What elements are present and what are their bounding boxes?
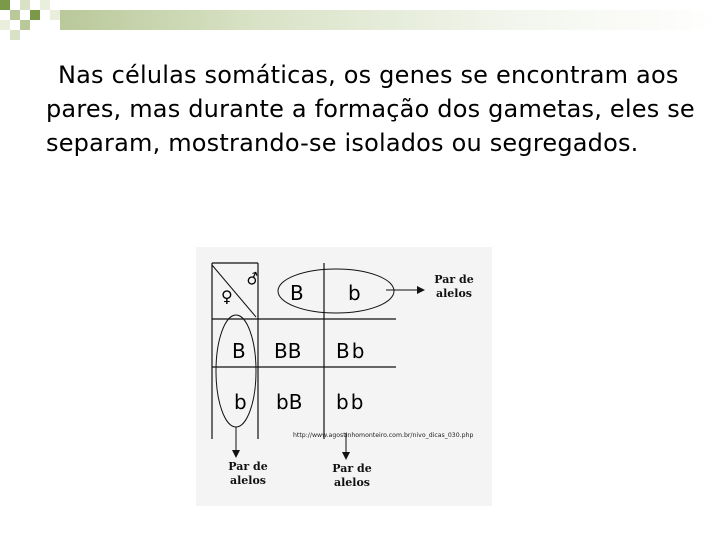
deco-square	[20, 20, 30, 30]
punnett-cell: Bb	[336, 339, 367, 363]
slide-corner-decoration	[0, 0, 720, 40]
punnett-square-figure	[196, 247, 492, 506]
deco-square	[10, 10, 20, 20]
deco-square	[10, 30, 20, 40]
punnett-cell: bB	[276, 390, 303, 414]
deco-square	[0, 20, 10, 30]
deco-square	[50, 10, 60, 20]
deco-square	[0, 0, 10, 10]
deco-square	[40, 0, 50, 10]
allele-pair-label-bottom-center: Par de alelos	[332, 462, 372, 489]
deco-square	[30, 10, 40, 20]
row-header: b	[234, 390, 247, 414]
source-url-caption: http://www.agostinhomonteiro.com.br/nivo_dicas_030.php	[293, 432, 474, 439]
punnett-cell: bb	[336, 390, 366, 414]
slide-body-text: Nas células somáticas, os genes se encontram aos pares, mas durante a formação dos gametas, eles se separam, mostrando-se isolados ou segregados.	[46, 61, 695, 157]
male-symbol-icon: ♂	[243, 268, 263, 290]
female-symbol-icon: ♀	[221, 287, 233, 306]
allele-pair-label-right: Par de alelos	[434, 273, 474, 300]
punnett-cell: BB	[274, 339, 302, 363]
row-header: B	[232, 339, 246, 363]
column-header: b	[348, 281, 361, 305]
allele-pair-label-bottom-left: Par de alelos	[228, 460, 268, 487]
column-header: B	[290, 281, 304, 305]
deco-gradient-band	[60, 10, 720, 30]
deco-square	[20, 0, 30, 10]
